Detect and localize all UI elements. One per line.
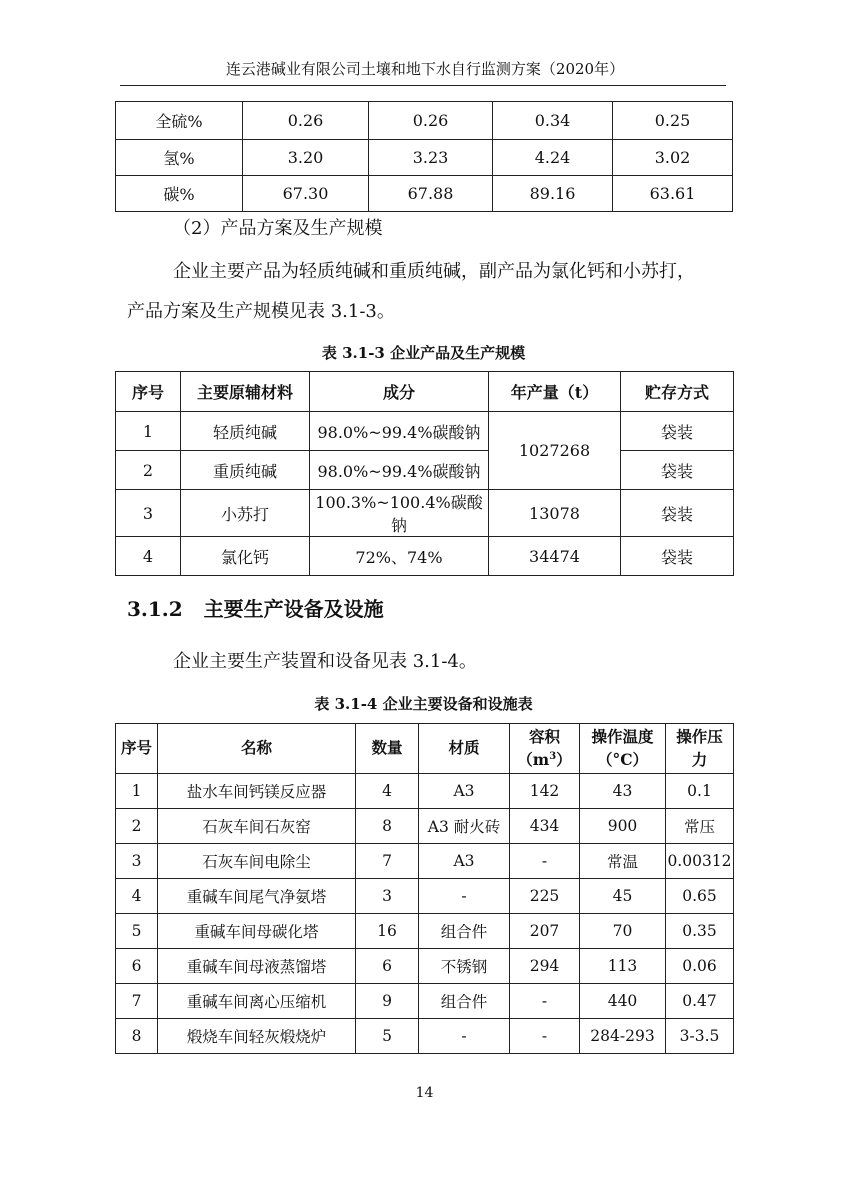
- table-row: [116, 774, 734, 809]
- table-row: [116, 412, 734, 451]
- table-row: [116, 879, 734, 914]
- equipment-table: [115, 723, 734, 1054]
- table-cell: -: [510, 844, 580, 879]
- continued-table: [115, 101, 733, 212]
- paragraph-line: 产品方案及生产规模见表 3.1-3。: [127, 301, 395, 322]
- table-cell: 0.00312: [666, 844, 734, 879]
- table-cell: 0.35: [666, 914, 734, 949]
- table-cell: 重碱车间母液蒸馏塔: [158, 949, 356, 984]
- table-cell: 2: [116, 809, 158, 844]
- volume-unit-sup: 3: [549, 750, 557, 762]
- table-cell: 氢%: [116, 140, 243, 176]
- col-header-qty: 数量: [356, 724, 419, 774]
- table-cell: -: [419, 879, 510, 914]
- table-cell: 盐水车间钙镁反应器: [158, 774, 356, 809]
- product-table: [115, 371, 734, 576]
- col-header-no: 序号: [116, 724, 158, 774]
- table-caption: 表 3.1-3 企业产品及生产规模: [321, 344, 526, 362]
- table-cell: 34474: [489, 537, 621, 576]
- volume-label: 容积: [528, 727, 560, 747]
- table-cell: 小苏打: [181, 490, 310, 537]
- page-number: 14: [415, 1085, 434, 1101]
- table-cell: A3: [419, 774, 510, 809]
- table-cell: 0.06: [666, 949, 734, 984]
- table-row: [116, 809, 734, 844]
- table-cell: 轻质纯碱: [181, 412, 310, 451]
- table-cell: 5: [356, 1019, 419, 1054]
- col-header: 贮存方式: [621, 372, 734, 412]
- table-cell: 重碱车间尾气净氨塔: [158, 879, 356, 914]
- table-cell: 重质纯碱: [181, 451, 310, 490]
- volume-unit-close: ）: [556, 749, 572, 769]
- table-cell: 1027268: [489, 412, 621, 490]
- table-cell: 组合件: [419, 984, 510, 1019]
- table-cell: 434: [510, 809, 580, 844]
- table-row: [116, 176, 733, 212]
- table-cell: 3: [356, 879, 419, 914]
- col-header-volume: [510, 724, 580, 774]
- table-cell: 13078: [489, 490, 621, 537]
- table-cell: 3.02: [613, 140, 733, 176]
- table-cell: A3 耐火砖: [419, 809, 510, 844]
- table-cell: 0.1: [666, 774, 734, 809]
- table-cell: 89.16: [493, 176, 613, 212]
- volume-unit-open: （m: [517, 749, 550, 769]
- table-cell: 4: [116, 537, 181, 576]
- table-row: [116, 949, 734, 984]
- table-row: [116, 451, 734, 490]
- table-cell: 142: [510, 774, 580, 809]
- pressure-label-2: 力: [691, 749, 708, 769]
- table-cell: A3: [419, 844, 510, 879]
- table-cell: 294: [510, 949, 580, 984]
- table-row: [116, 1019, 734, 1054]
- table-cell: 3.23: [369, 140, 493, 176]
- table-cell: 碳%: [116, 176, 243, 212]
- table-row: [116, 984, 734, 1019]
- table-cell: 225: [510, 879, 580, 914]
- table-row: [116, 102, 733, 140]
- table-cell: 1: [116, 774, 158, 809]
- table-cell: 3: [116, 490, 181, 537]
- paragraph-line: 企业主要生产装置和设备见表 3.1-4。: [173, 651, 477, 672]
- table-cell: 4: [116, 879, 158, 914]
- table-cell: 72%、74%: [310, 537, 489, 576]
- table-cell: 67.30: [243, 176, 369, 212]
- subsection-heading: （2）产品方案及生产规模: [173, 218, 383, 239]
- table-cell: 16: [356, 914, 419, 949]
- col-header-material: 材质: [419, 724, 510, 774]
- paragraph-line: 企业主要产品为轻质纯碱和重质纯碱，副产品为氯化钙和小苏打，: [173, 261, 695, 282]
- table-cell: 67.88: [369, 176, 493, 212]
- table-cell: 8: [356, 809, 419, 844]
- table-cell: 袋装: [621, 451, 734, 490]
- table-cell: 0.47: [666, 984, 734, 1019]
- table-cell: 63.61: [613, 176, 733, 212]
- table-cell: 煅烧车间轻灰煅烧炉: [158, 1019, 356, 1054]
- table-cell: 组合件: [419, 914, 510, 949]
- temperature-label: 操作温度: [591, 727, 654, 747]
- table-cell: 6: [116, 949, 158, 984]
- table-cell: 7: [116, 984, 158, 1019]
- table-cell: 98.0%~99.4%碳酸钠: [310, 451, 489, 490]
- table-cell: 3: [116, 844, 158, 879]
- col-header: 主要原辅材料: [181, 372, 310, 412]
- table-cell: 全硫%: [116, 102, 243, 140]
- table-cell: 3.20: [243, 140, 369, 176]
- temperature-unit: （°C）: [596, 749, 649, 769]
- table-cell: 7: [356, 844, 419, 879]
- col-header: 年产量（t）: [489, 372, 621, 412]
- table-cell: 重碱车间母碳化塔: [158, 914, 356, 949]
- table-cell: -: [510, 1019, 580, 1054]
- table-cell: 70: [580, 914, 666, 949]
- table-row: [116, 844, 734, 879]
- table-cell: 284-293: [580, 1019, 666, 1054]
- table-cell: 4.24: [493, 140, 613, 176]
- section-heading: [127, 593, 384, 622]
- table-cell: 0.26: [369, 102, 493, 140]
- table-cell: 0.65: [666, 879, 734, 914]
- col-header: 序号: [116, 372, 181, 412]
- header-rule: [120, 85, 726, 86]
- table-cell: 2: [116, 451, 181, 490]
- table-cell: -: [510, 984, 580, 1019]
- table-cell: 9: [356, 984, 419, 1019]
- table-cell: 98.0%~99.4%碳酸钠: [310, 412, 489, 451]
- table-cell: 45: [580, 879, 666, 914]
- table-cell: -: [419, 1019, 510, 1054]
- table-row: [116, 914, 734, 949]
- table-cell: 常压: [666, 809, 734, 844]
- table-cell: 氯化钙: [181, 537, 310, 576]
- table-cell: 440: [580, 984, 666, 1019]
- table-cell: 石灰车间石灰窑: [158, 809, 356, 844]
- page-header: 连云港碱业有限公司土壤和地下水自行监测方案（2020年）: [225, 60, 625, 78]
- col-header-name: 名称: [158, 724, 356, 774]
- table-cell: 石灰车间电除尘: [158, 844, 356, 879]
- table-cell: 3-3.5: [666, 1019, 734, 1054]
- table-cell: 袋装: [621, 412, 734, 451]
- table-row: [116, 490, 734, 537]
- table-cell: 1: [116, 412, 181, 451]
- section-number: 3.1.2: [127, 597, 183, 621]
- table-cell: 5: [116, 914, 158, 949]
- table-cell: 0.26: [243, 102, 369, 140]
- table-cell: 43: [580, 774, 666, 809]
- col-header: 成分: [310, 372, 489, 412]
- col-header-pressure: [666, 724, 734, 774]
- table-cell: 100.3%~100.4%碳酸钠: [310, 490, 489, 537]
- table-cell: 900: [580, 809, 666, 844]
- table-cell: 207: [510, 914, 580, 949]
- table-cell: 113: [580, 949, 666, 984]
- table-cell: 6: [356, 949, 419, 984]
- table-caption: 表 3.1-4 企业主要设备和设施表: [314, 695, 533, 713]
- table-cell: 0.25: [613, 102, 733, 140]
- table-cell: 重碱车间离心压缩机: [158, 984, 356, 1019]
- table-cell: 0.34: [493, 102, 613, 140]
- table-row: [116, 140, 733, 176]
- pressure-label-1: 操作压: [676, 727, 723, 747]
- table-cell: 8: [116, 1019, 158, 1054]
- table-cell: 袋装: [621, 490, 734, 537]
- table-row: [116, 537, 734, 576]
- section-title: 主要生产设备及设施: [203, 597, 384, 621]
- table-cell: 不锈钢: [419, 949, 510, 984]
- table-cell: 常温: [580, 844, 666, 879]
- col-header-temperature: [580, 724, 666, 774]
- table-cell: 4: [356, 774, 419, 809]
- table-cell: 袋装: [621, 537, 734, 576]
